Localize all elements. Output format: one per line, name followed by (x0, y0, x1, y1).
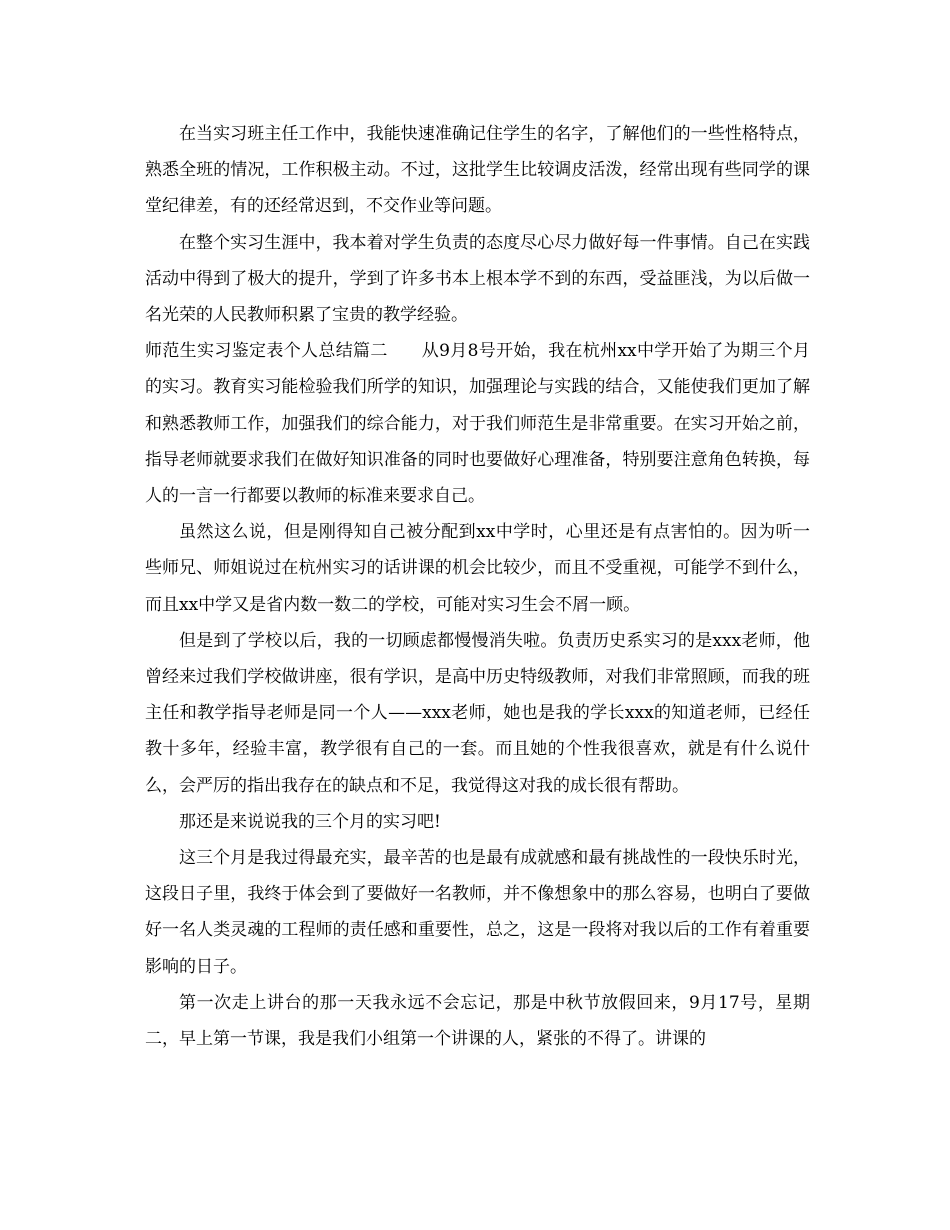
paragraph-5: 但是到了学校以后，我的一切顾虑都慢慢消失啦。负责历史系实习的是xxx老师，他曾经来过我们学校做讲座，很有学识，是高中历史特级教师，对我们非常照顾，而我的班主任和教学指导老师是同一个人——xxx老师，她也是我的学长xxx的知道老师，已经任教十多年，经验丰富，教学很有自己的一套。而且她的个性我很喜欢，就是有什么说什么，会严厉的指出我存在的缺点和不足，我觉得这对我的成长很有帮助。 (145, 630, 810, 796)
document-body (145, 116, 810, 1057)
paragraph-4: 虽然这么说，但是刚得知自己被分配到xx中学时，心里还是有点害怕的。因为听一些师兄、师姐说过在杭州实习的话讲课的机会比较少，而且不受重视，可能学不到什么，而且xx中学又是省内数一数二的学校，可能对实习生会不屑一顾。 (145, 522, 810, 615)
paragraph-2: 在整个实习生涯中，我本着对学生负责的态度尽心尽力做好每一件事情。自己在实践活动中得到了极大的提升，学到了许多书本上根本学不到的东西，受益匪浅，为以后做一名光荣的人民教师积累了宝贵的教学经验。 (145, 232, 810, 326)
paragraph-6: 那还是来说说我的三个月的实习吧! (179, 811, 441, 832)
paragraph-8: 第一次走上讲台的那一天我永远不会忘记，那是中秋节放假回来，9月17号，星期二，早上第一节课，我是我们小组第一个讲课的人，紧张的不得了。讲课的 (145, 992, 810, 1050)
paragraph-7: 这三个月是我过得最充实，最辛苦的也是最有成就感和最有挑战性的一段快乐时光，这段日子里，我终于体会到了要做好一名教师，并不像想象中的那么容易，也明白了要做好一名人类灵魂的工程师的责任感和重要性，总之，这是一段将对我以后的工作有着重要影响的日子。 (145, 848, 810, 977)
section-first-paragraph: 从9月8号开始，我在杭州xx中学开始了为期三个月的实习。教育实习能检验我们所学的知识，加强理论与实践的结合，又能使我们更加了解和熟悉教师工作，加强我们的综合能力，对于我们师范生是非常重要。在实习开始之前，指导老师就要求我们在做好知识准备的同时也要做好心理准备，特别要注意角色转换，每人的一言一行都要以教师的标准来要求自己。 (145, 341, 811, 507)
paragraph-1: 在当实习班主任工作中，我能快速准确记住学生的名字，了解他们的一些性格特点，熟悉全班的情况，工作积极主动。不过，这批学生比较调皮活泼，经常出现有些同学的课堂纪律差，有的还经常迟到，不交作业等问题。 (145, 124, 810, 217)
section-paragraph (145, 333, 810, 514)
section-heading: 师范生实习鉴定表个人总结篇二 (145, 341, 388, 362)
